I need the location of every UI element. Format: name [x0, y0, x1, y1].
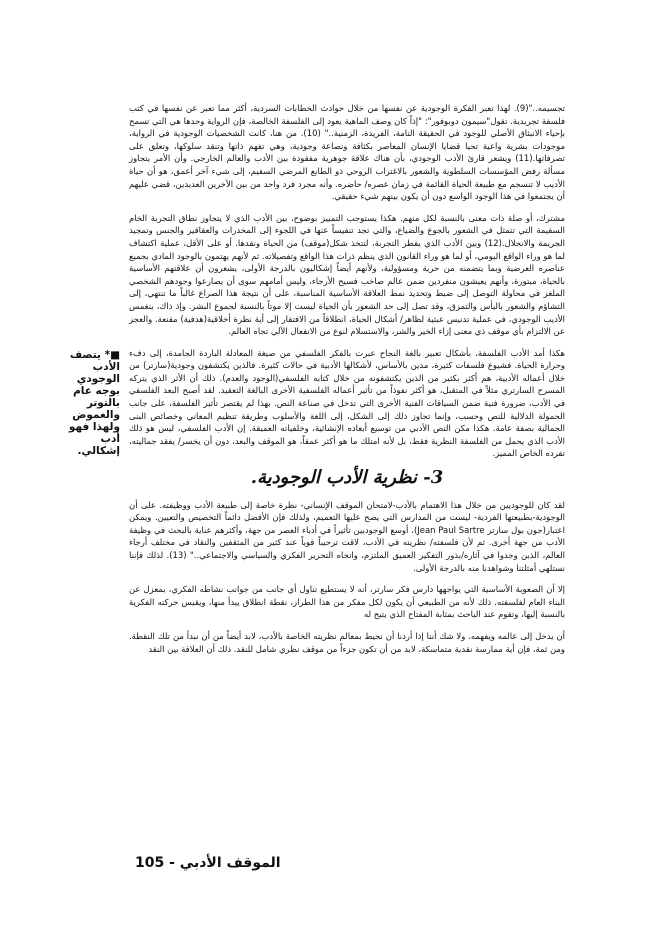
paragraph-1: تجسيمه.."(9). لهذا تعبر الفكرة الوجودية عن نفسها من خلال حوادث الخطابات السردية، أكثر مما تعبر عن نفسها في كتب فلسفة تجريدية. تقول"سيمون دوبوفور": "إذاً كان وصف الماهية يعود إلى الفلسفة الخالصة، فإن الرواية وحدها هي التي تسمح بإحياء الانبثاق الأصلي للوجود في الحقيقة التامة، الفريدة، الزمنية.." (10). من هنا، كانت الشخصيات الوجودية في الرواية، موجودات بشرية واعية تحيا قضايا الإنسان المعاصر بكثافة ونصاعة وجودية، وهي تفهم ذاتها وتنقد سلوكها، وتعلق على تصرفاتها.(11) ويشعر قارئ الأدب الوجودي، بأن هناك علاقة جوهرية مفقودة بين الأدب والعالم الخارجي. وأن الأمر يتجاوز مسألة رفض المؤسسات السلطوية والشعور بالاغتراب الروحي ذو الطابع المرضي السقيم، إلى شيء آخر أعمق، هو أن حياة الأديب لا تنسجم مع طبيعة الحياة القائمة في زمان عصره/ حاضره. وأنه مجرد فرد واحد من بين الآخرين العديدين، قضي عليهم أن يجتمعوا في هذا الوجود الواسع دون أن يكون بينهم شيء حقيقي. [129, 103, 565, 202]
section-paragraph-3: أن يدخل إلى عالمه ويفهمه. ولا شك أننا إذا أردنا أن نحيط بمعالم نظريته الخاصة بالأدب، لابد أيضاً من أن نبدأ من تلك النقطة. ومن ثمة، فإن أية ممارسة نقدية متماسكة، لابد من أن تكون جزءاً من موقف نظري شامل للنقد. ذلك أن العلاقة بين النقد [129, 630, 565, 654]
page-footer: الموقف الأدبي - 105 [135, 855, 281, 871]
side-pull-quote: ■* يتصف الأدب الوجودي بوجه عام بالتوتر والغموض ولهذا فهو أدب إشكالي. [68, 349, 120, 457]
article-body [129, 102, 565, 664]
paragraph-2: مشترك، أو صلة ذات معنى بالنسبة لكل منهم. هكذا يستوجب التمييز بوضوح، بين الأدب الذي لا يتجاوز نطاق التجربة الخام السقيمة التي تتمثل في الشعور بالجوع والضياع، والتي تجد تنفيساً عنها في اللجوء إلى المخدرات والعقاقير والجنس وتمجيد الجريمة والانحلال.(12) وبين الأدب الذي يفطر التجربة، لتتخذ شكل(موقف) من الحياة ونقدها. أو على الأقل، عملية اكتشاف لما هو وراء الواقع اليومي، أو لما هو وراء القانون الذي ينظم ذرات هذا الواقع وتفصيلاته. ثم لأنهم يهتمون بالوجود المادي بجميع عناصره العرضية وبما يتضمنه من حرية ومسؤولية، ولأنهم أيضاً إشكاليون بالدرجة الأولى، يشعرون أن علاقتهم الأساسية بالحياة، مبتورة، وأنهم يعيشون منفردين ضمن عالم صاخب فسيح الأرجاء، وليس أمامهم سوى أن يصارعوا وجودهم الشخصي الملغز في محاولة التوصل إلى ضبط وتحديد نمط العلاقة الأساسية المناسبة، على أن نتيجة هذا الصراع غالباً ما تنتهي، إلى التشاؤم والشعور باليأس والتمزق، وقد تصل إلى حد الشعور بأن الحياة ليست إلا موتاً بالنسبة لجموع البشر. وإذ ذاك، ينغمس الأديب الوجودي، في عملية تدنيس عبثية لظاهر/ أشكال الحياة، انطلاقاً من الافتقار إلى أية نظرة أخلاقية(هدفية) مقنعة. والعجز عن الالتزام بأي موقف ذي معنى إزاء الخير والشر، والاستسلام لنوع من الانفعال الآلي تجاه العالم. [129, 212, 565, 337]
section-heading: 3- نظرية الأدب الوجودية. [250, 467, 444, 489]
paragraph-3: هكذا أمد الأدب الفلسفة، بأشكال تعبير بالغة النجاح عبرت بالفكر الفلسفي من صيغة المعادلة الباردة الجامدة، إلى دفء وحرارة الحياة. فشيوع فلسفات كثيرة، مدين بالأساس، لأشكالها الأدبية في حالات كثيرة. فالذين يكتشفون وجودية(سارتر) من خلال أعماله الأدبية، هم أكثر بكثير من الذين يكتشفونه من خلال كتابه الفلسفي(الوجود والعدم). ذلك أن الأثر الذي يتركه المسرح السارتري مثلاً في المتقبل، هو أكثر نفوذاً من تأثير أعماله الفلسفية الأخرى البالغة التعقيد. لقد أصبح البعد الفلسفي في الأدب، ضرورة فنية ضمن السياقات الفنية الأخرى التي تدخل في صناعة النص. بهذا لم يقتصر تأثير الفلسفة، على جانب الحمولة الدلالية للنص وحسب، وإنما تجاوز ذلك إلى الشكل، إلى اللغة والأسلوب وطريقة تنظيم المعاني وخصائص البنى الجمالية بصفة عامة. هكذا مكن النص الأدبي من توسيع أبعاده الإنشائية، وخلفياته العميقة. إن الأدب الفلسفي، ليس هو ذلك الأدب الذي يحمل من الفلسفة النظرية فقط، بل لأنه امتلك ما هو أكثر عمقاً، هو الموقف والبعد، دون أن يخسر/ يفقد جماليته، تفرده الخاص المميز. [129, 347, 565, 459]
section-paragraph-1: لقد كان للوجوديين من خلال هذا الاهتمام بالأدب-لامتحان الموقف الإنساني- نظرة خاصة إلى طبيعة الأدب ووظيفته. على أن الوجودية-بطبيعتها الفردية- ليست من المدارس التي يصح عليها التعميم، ولذلك فإن الأفضل دائماً التخصيص والتعيين. ويمكن اعتبار(جون بول سارتر Jean Paul Sartre)، أوسع الوجوديين تأثيراً في أدباء العصر من جهة، وأكثرهم عناية بالبحث في وظيفة الأدب من جهة أخرى. ثم لأن فلسفته/ نظريته في الأدب، لاقت ترحيباً قوياً عند كثير من المثقفين والنقاد في مختلف أرجاء العالم، الذين وجدوا في آثاره/بذور التفكير العميق الملتزم، واتجاه التحرير الفكري والسياسي والاجتماعي.." (13). لذلك فإننا نستلهي أمثلتنا وشواهدنا منه بالدرجة الأولى. [129, 499, 565, 573]
section-paragraph-2: إلا أن الصعوبة الأساسية التي يواجهها دارس فكر سارتر، أنه لا يستطيع تناول أي جانب من جوانب نشاطه الفكري، بمعزل عن البناء العام لفلسفته. ذلك لأنه من الطبيعي أن يكون لكل مفكر من هذا الطراز، نقطة انطلاق يبدأ منها، ويقيس حركته الفكرية بالنسبة إليها، وتقوم عند الباحث بمثابة المفتاح الذي يتيح له [129, 584, 565, 620]
